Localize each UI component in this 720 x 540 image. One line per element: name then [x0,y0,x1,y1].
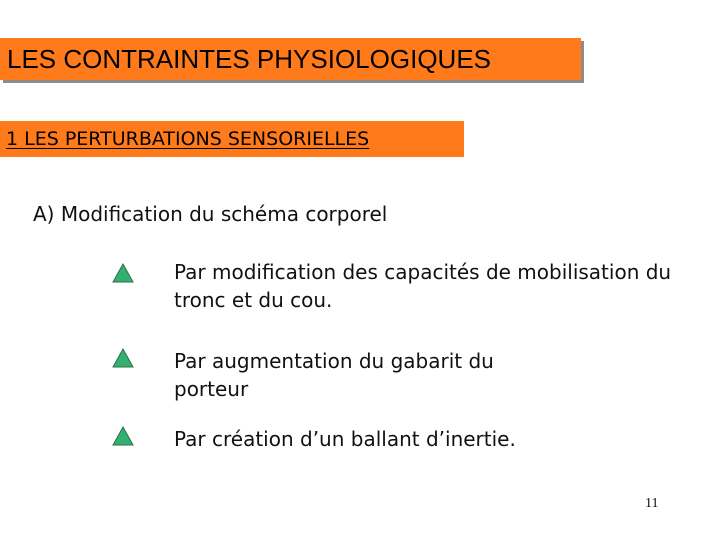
section-heading: 1 LES PERTURBATIONS SENSORIELLES [6,128,370,150]
slide-title-box [0,38,581,80]
triangle-bullet-icon [112,348,134,368]
triangle-bullet-icon [112,426,134,446]
bullet-text-3: Par création d’un ballant d’inertie. [174,427,516,451]
bullet-text-2: Par augmentation du gabarit du porteur [174,349,494,401]
page-number: 11 [645,496,659,511]
slide-title: LES CONTRAINTES PHYSIOLOGIQUES [7,43,491,74]
bullet-text-1: Par modification des capacités de mobilisation du tronc et du cou. [174,260,672,312]
section-heading-box [0,121,464,157]
subheading: A) Modification du schéma corporel [33,202,388,226]
triangle-bullet-icon [112,263,134,283]
